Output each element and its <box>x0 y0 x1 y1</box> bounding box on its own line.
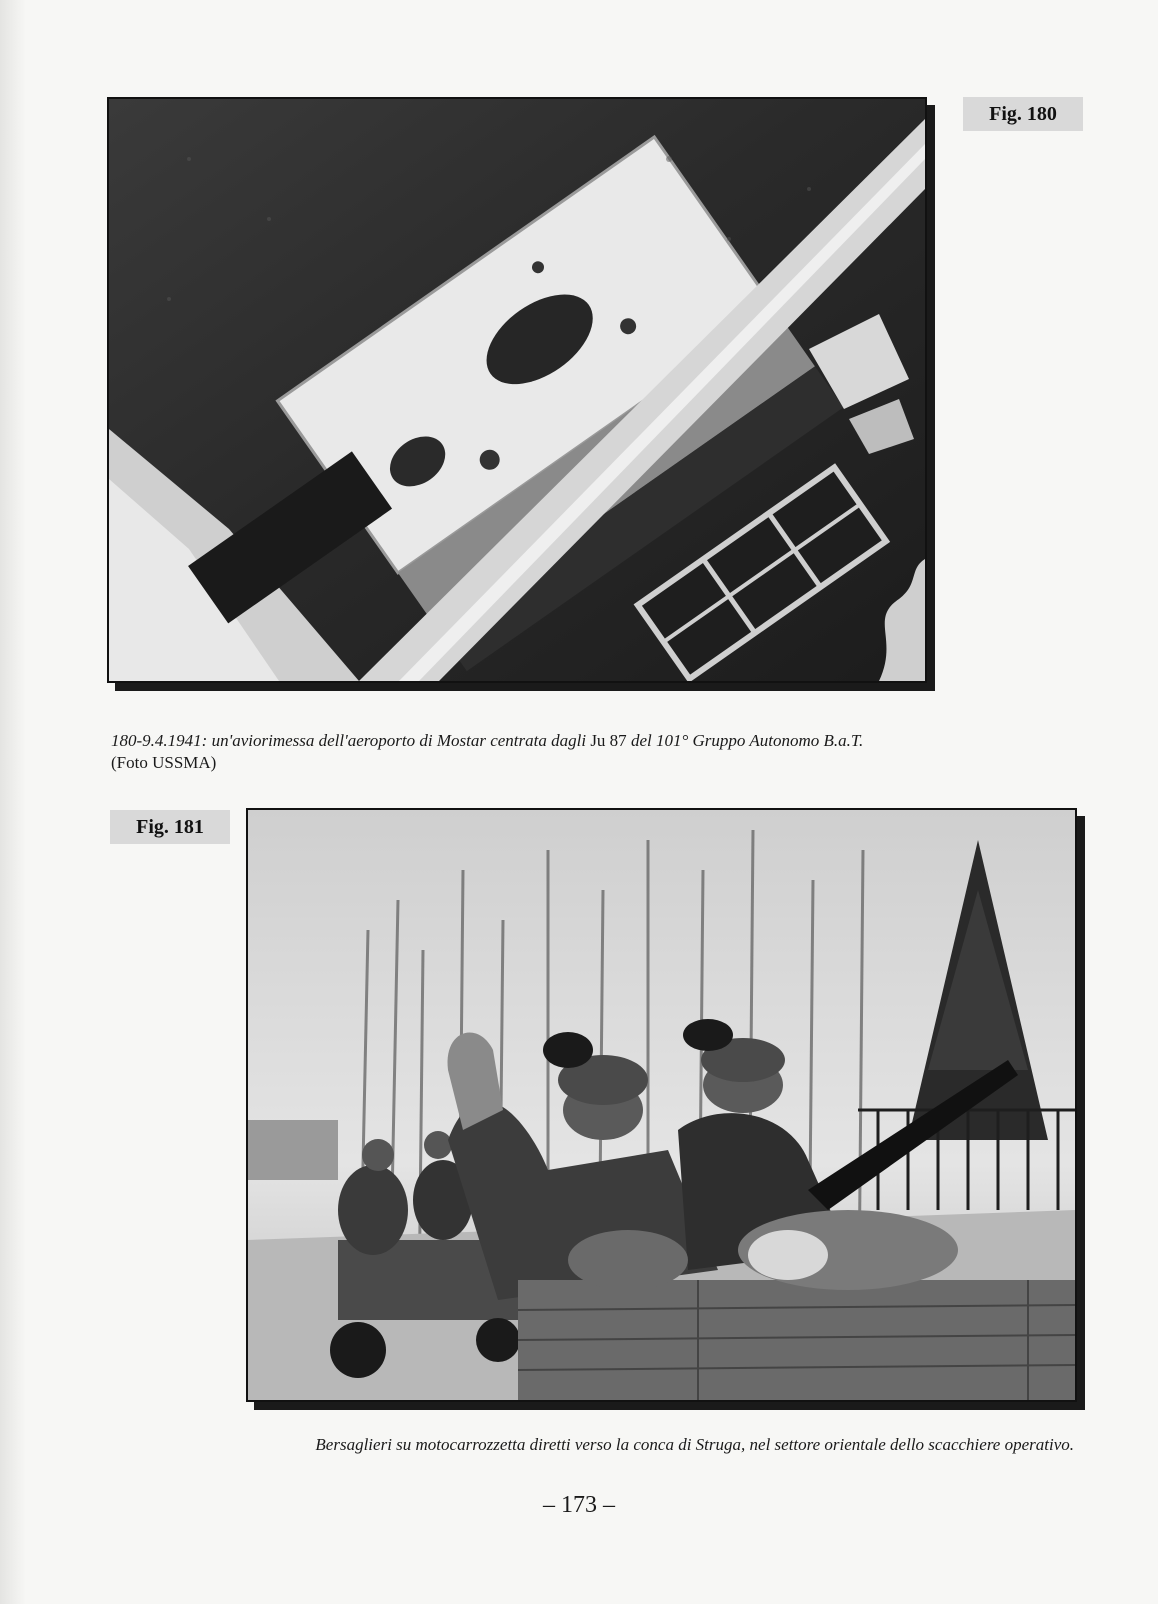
aerial-photo-image <box>109 99 925 681</box>
soldiers-photo-image <box>248 810 1075 1400</box>
soldiers-photo <box>246 808 1077 1402</box>
aerial-photo <box>107 97 927 683</box>
figure-caption <box>111 730 1061 752</box>
caption-text-tail: del 101° Gruppo Autonomo B.a.T. <box>630 731 864 750</box>
page-number: – 173 – <box>543 1492 615 1518</box>
page-gutter <box>0 0 26 1604</box>
caption-aircraft: Ju 87 <box>586 731 631 750</box>
caption-text: 180-9.4.1941: un'aviorimessa dell'aeroporto di Mostar centrata dagli <box>111 731 587 750</box>
photo-credit: (Foto USSMA) <box>111 753 217 772</box>
figure-caption: Bersaglieri su motocarrozzetta diretti verso la conca di Struga, nel settore orientale dello scacchiere operativo. <box>315 1435 1074 1454</box>
figure-label: Fig. 181 <box>110 810 230 844</box>
figure-label: Fig. 180 <box>963 97 1083 131</box>
